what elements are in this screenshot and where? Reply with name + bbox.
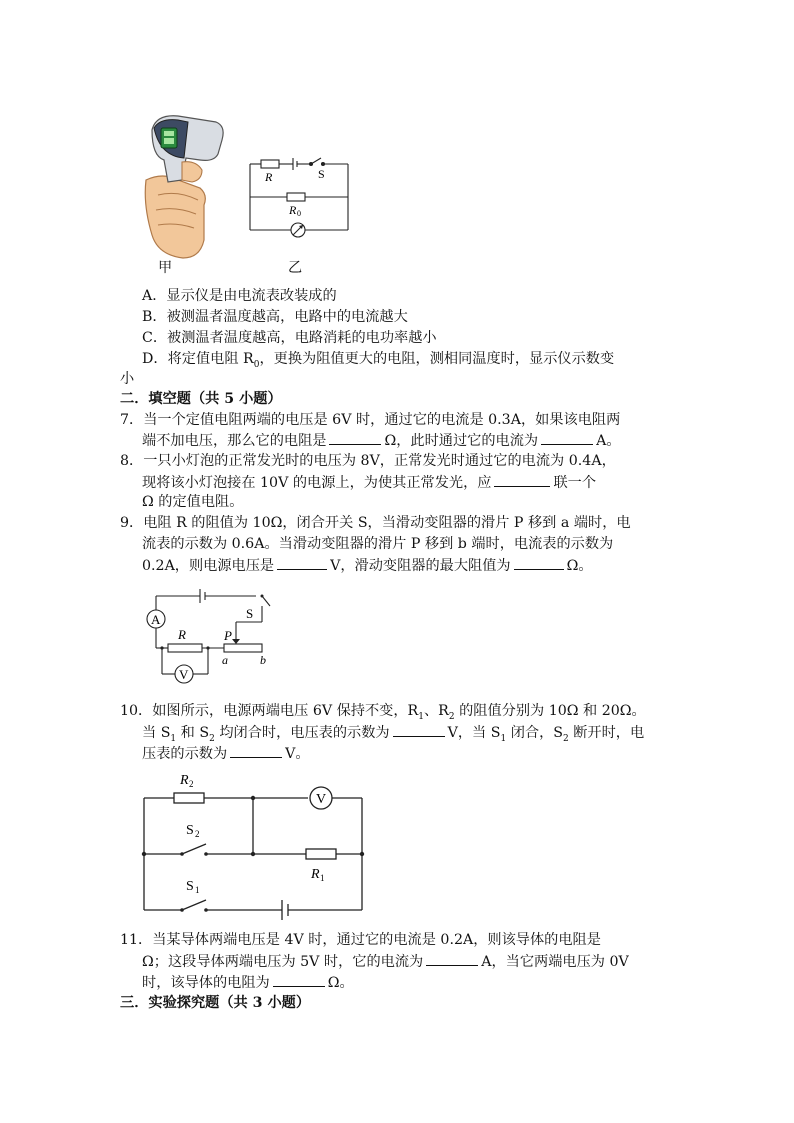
label-R: R [265,170,273,184]
label-R1: R [311,867,320,882]
q6-option-d-cont: 小 [120,371,135,387]
label-S: S [318,167,325,181]
label-S2: S [186,823,194,838]
label-ammeter: A [151,612,161,627]
label-P: P [224,628,232,643]
thermometer-illustration [138,110,228,260]
q7-line2: 端不加电压，那么它的电阻是 Ω，此时通过它的电流为 A。 [142,430,621,451]
q11-line3: 时，该导体的电阻为 Ω。 [142,972,354,993]
q10-line1: 10．如图所示，电源两端电压 6V 保持不变，$R_1$、$R_2$ 的阻值分别为 10Ω 和 20Ω。 [120,703,646,722]
circuit-yi [245,150,355,240]
label-R1-sub: 1 [320,873,325,883]
q11-blank-2[interactable] [426,951,478,966]
q6-option-d: D．将定值电阻 $R_0$，更换为阻值更大的电阻，测相同温度时，显示仪示数变 [142,351,615,370]
label-S2-sub: 2 [195,829,200,839]
q8-line3: Ω 的定值电阻。 [142,494,244,510]
q6-option-b: B．被测温者温度越高，电路中的电流越大 [142,309,408,325]
q8-line2: 现将该小灯泡接在 10V 的电源上，为使其正常发光，应 联一个 [142,472,596,493]
q9-line2: 流表的示数为 0.6A。当滑动变阻器的滑片 P 移到 b 端时，电流表的示数为 [142,536,614,552]
label-voltmeter: V [179,667,189,682]
q11-blank-3[interactable] [273,972,325,987]
figure-jia-label: 甲 [158,260,173,276]
q10-blank-2[interactable] [230,743,282,758]
label-switch-S: S [246,606,254,621]
figure-yi-label: 乙 [288,260,303,276]
q10-line3: 压表的示数为 V。 [142,743,310,764]
label-R0-sub: 0 [297,209,301,218]
q11-line1: 11．当某导体两端电压是 4V 时，通过它的电流是 0.2A，则该导体的电阻是 [120,932,601,948]
label-R2-sub: 2 [189,779,194,789]
q9-line1: 9．电阻 R 的阻值为 10Ω，闭合开关 S，当滑动变阻器的滑片 P 移到 a 端时，电 [120,515,631,531]
q6-option-c: C．被测温者温度越高，电路消耗的电功率越小 [142,330,437,346]
label-R2: R [180,773,189,788]
label-voltmeter: V [316,792,327,807]
label-b: b [260,653,266,667]
q10-line2: 当 $S_1$ 和 $S_2$ 均闭合时，电压表的示数为 V，当 $S_1$ 闭合，$S_2$ 断开时，电 [142,722,644,749]
label-a: a [222,653,228,667]
circuit-q10 [138,764,370,924]
section-3-heading: 三．实验探究题（共 3 小题） [120,995,311,1011]
label-R: R [178,627,186,642]
q7-blank-1[interactable] [329,430,381,445]
q11-line2: Ω；这段导体两端电压为 5V 时，它的电流为 A，当它两端电压为 0V [142,951,629,972]
q7-blank-2[interactable] [541,430,593,445]
label-S1-sub: 1 [195,885,200,895]
q7-line1: 7．当一个定值电阻两端的电压是 6V 时，通过它的电流是 0.3A，如果该电阻两 [120,412,621,428]
q9-blank-1[interactable] [277,555,327,570]
q8-line1: 8．一只小灯泡的正常发光时的电压为 8V，正常发光时通过它的电流为 0.4A， [120,453,616,469]
label-S1: S [186,879,194,894]
q8-blank-1[interactable] [494,472,550,487]
circuit-q9 [138,584,278,688]
q6-option-a: A．显示仪是由电流表改装成的 [142,288,337,304]
q9-line3: 0.2A，则电源电压是 V，滑动变阻器的最大阻值为 Ω。 [142,555,593,576]
section-2-heading: 二．填空题（共 5 小题） [120,391,282,407]
label-R0: R [289,203,297,217]
q10-blank-1[interactable] [393,722,445,737]
q9-blank-2[interactable] [514,555,564,570]
